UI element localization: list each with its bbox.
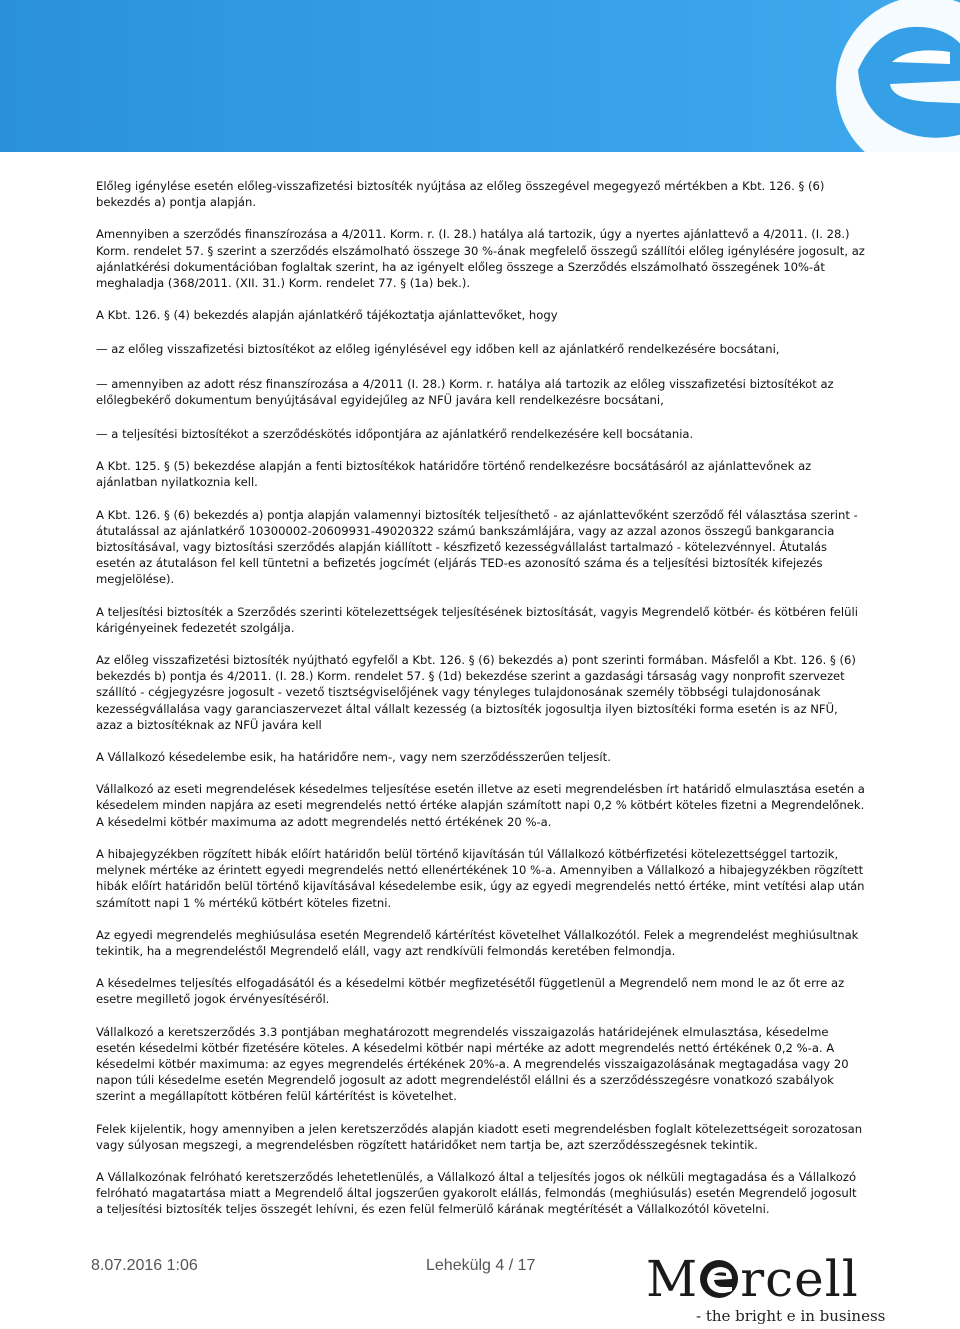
paragraph: Az egyedi megrendelés meghiúsulása esetén Megrendelő kártérítést követelhet Vállalkozótól. Felek a megrendelést meghiúsultnak tekintik, ha a megrendeléstől Megrendelő eláll, vagy azt rendkívüli felmondás keretében felmondja. [96, 927, 859, 958]
list-item: — a teljesítési biztosítékot a szerződéskötés időpontjára az ajánlatkérő rendelkezésére kell bocsátania. [96, 427, 694, 442]
list-item: — az előleg visszafizetési biztosítékot az előleg igénylésével egy időben kell az ajánlatkérő rendelkezésére bocsátani, [96, 342, 780, 357]
e-logo-icon [780, 0, 960, 152]
paragraph: A Vállalkozó késedelembe esik, ha határidőre nem-, vagy nem szerződésszerűen teljesít. [96, 750, 611, 765]
e-logo-icon [699, 1259, 739, 1299]
paragraph: A teljesítési biztosíték a Szerződés szerinti kötelezettségek teljesítésének biztosítását, vagyis Megrendelő kötbér- és kötbéren felüli kárigényeinek fedezetét szolgálja. [96, 604, 858, 635]
paragraph: A Vállalkozónak felróható keretszerződés lehetetlenülés, a Vállalkozó által a teljesítés jogos ok nélküli megtagadása és a Vállalkozó felróható magatartása miatt a Megrendelő által jogszerűen gyakorolt elállás, felmondás (meghiúsulás) esetén Megrendelő jogosult a teljesítési biztosíték teljes összegét lehívni, és ezen felül felmerülő kárának megtérítését a Vállalkozótól követelni. [96, 1169, 857, 1217]
paragraph: Vállalkozó a keretszerződés 3.3 pontjában meghatározott megrendelés visszaigazolás határidejének elmulasztása, késedelme esetén késedelmi kötbér fizetésére köteles. A késedelmi kötbér napi mértéke az adott megrendelés nettó értékének 0,2 %-a. A késedelmi kötbér maximuma: az egyes megrendelés értékének 20%-a. A megrendelés visszaigazolásának megtagadása vagy 20 napon túli késedelme esetén Megrendelő jogosult az adott megrendeléstől elállni és a szerződésszegésre vonatkozó szabályok szerint a megállapított kötbéren felül kártérítést is követelhet. [96, 1024, 849, 1104]
paragraph: A hibajegyzékben rögzített hibák előírt határidőn belül történő kijavításán túl Vállalkozó kötbérfizetési kötelezettséggel tartozik, melynek mértéke az érintett egyedi megrendelés nettó ellenértékének 10 %-a. Amennyiben a Vállalkozó a hibajegyzékben rögzített hibák előírt határidőn belül történő kijavításával késedelembe esik, úgy az egyedi megrendelés nettó értéke, mint vetítési alap után számított napi 1 % mértékű kötbért köteles fizetni. [96, 846, 865, 910]
paragraph: A Kbt. 126. § (6) bekezdés a) pontja alapján valamennyi biztosíték teljesíthető - az ajánlattevőként szerződő fél választása szerint - átutalással az ajánlatkérő 10300002-20609931-49020322 számú bankszámlájára, vagy az azzal azonos összegű bankgarancia biztosításával, vagy biztosítási szerződés alapján kiállított - készfizető kezességvállalást tartalmazó - kötelezvénnyel. Átutalás esetén az átutaláson fel kell tüntetni a befizetés jogcímét (eljárás TED-es azonosító száma és a teljesítési biztosíték kifejezés megjelölése). [96, 507, 858, 587]
logo-wordmark [646, 1251, 859, 1307]
logo-text-end: rcell [740, 1250, 859, 1308]
paragraph: A Kbt. 125. § (5) bekezdése alapján a fenti biztosítékok határidőre történő rendelkezésre bocsátásáról az ajánlattevőnek az ajánlatban nyilatkoznia kell. [96, 459, 812, 490]
list-item: — amennyiben az adott rész finanszírozása a 4/2011 (I. 28.) Korm. r. hatálya alá tartozik az előleg visszafizetési biztosítékot az előlegbekérő dokumentum benyújtásával egyidejűleg az NFÜ javára kell rendelkezésre bocsátani, [96, 376, 834, 407]
paragraph: Amennyiben a szerződés finanszírozása a 4/2011. Korm. r. (I. 28.) hatálya alá tartozik, úgy a nyertes ajánlattevő a 4/2011. (I. 28.) Korm. rendelet 57. § szerint a szerződés elszámolható összege 30 %-ának megfelelő összegű szállítói előleg igénylésére jogosult, az ajánlatkérési dokumentációban foglaltak szerint, ha az igényelt előleg összege a Szerződés elszámolható összegének 10%-át meghaladja (368/2011. (XII. 31.) Korm. rendelet 77. § (1a) bek.). [96, 227, 865, 291]
paragraph: Az előleg visszafizetési biztosíték nyújtható egyfelől a Kbt. 126. § (6) bekezdés a) pont szerinti formában. Másfelől a Kbt. 126. § (6) bekezdés b) pontja és 4/2011. (I. 28.) Korm. rendelet 57. § (1d) bekezdése szerint a gazdasági társaság vagy nonprofit szervezet szállító - cégjegyzésre jogosult - vezető tisztségviselőjének vagy tényleges tulajdonosának személy többségi tulajdonosának kezességvállalása vagy garanciaszervezet által vállalt kezesség (a biztosíték jogosultja ilyen biztosítéki forma esetén is az NFÜ, azaz a biztosítéknak az NFÜ javára kell [96, 653, 856, 732]
paragraph: Előleg igénylése esetén előleg-visszafizetési biztosíték nyújtása az előleg összegével megegyező mértékben a Kbt. 126. § (6) bekezdés a) pontja alapján. [96, 179, 825, 210]
header-banner [0, 0, 960, 152]
paragraph: A késedelmes teljesítés elfogadásától és a késedelmi kötbér megfizetésétől függetlenül a Megrendelő nem mond le az őt erre az esetre megillető jogok érvényesítéséről. [96, 976, 845, 1007]
paragraph: Vállalkozó az eseti megrendelések késedelmes teljesítése esetén illetve az eseti megrendelésben írt határidő elmulasztása esetén a késedelem minden napjára az eseti megrendelés nettó értéke alapján számított napi 0,2 % kötbért köteles fizetni a Megrendelőnek. A késedelmi kötbér maximuma az adott megrendelés nettó értékének 20 %-a. [96, 782, 865, 829]
logo-text-start: M [646, 1250, 699, 1308]
logo-tagline: - the bright e in business [696, 1307, 886, 1325]
document-body [96, 178, 866, 1234]
footer-date: 8.07.2016 1:06 [91, 1257, 198, 1274]
paragraph: Felek kijelentik, hogy amennyiben a jelen keretszerződés alapján kiadott eseti megrendelésben foglalt kötelezettségeit sorozatosan vagy súlyosan megszegi, a megrendelésben rögzített határidőket nem tartja be, azt szerződésszegésnek tekintik. [96, 1121, 863, 1152]
paragraph: A Kbt. 126. § (4) bekezdés alapján ajánlatkérő tájékoztatja ajánlattevőket, hogy [96, 308, 558, 323]
page-number: Lehekülg 4 / 17 [426, 1257, 536, 1274]
company-logo [640, 1250, 886, 1329]
